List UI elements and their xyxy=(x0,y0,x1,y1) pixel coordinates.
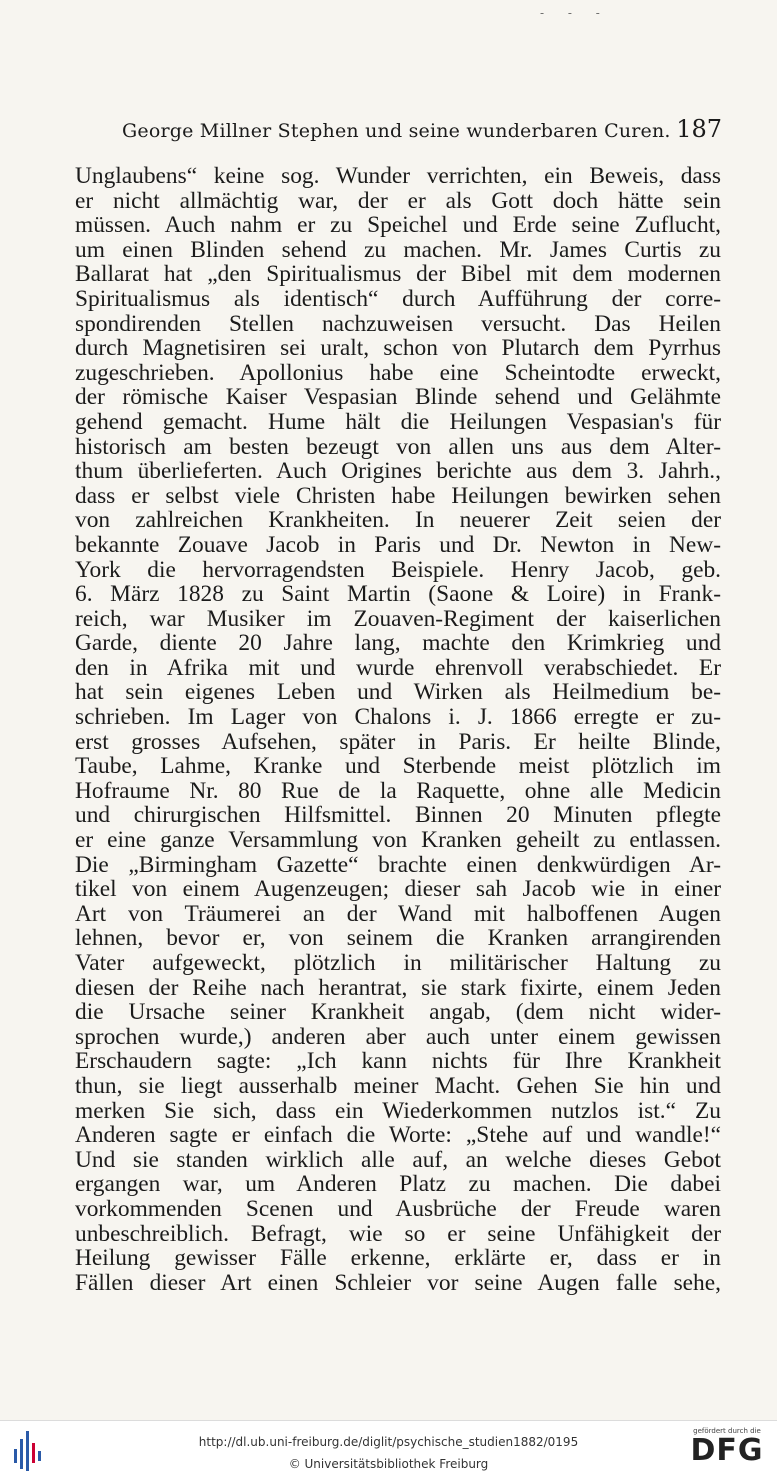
text-line: Garde, diente 20 Jahre lang, machte den Krimkrieg und xyxy=(75,631,721,656)
text-line: die Ursache seiner Krankheit angab, (dem nicht wider- xyxy=(75,1000,721,1025)
text-line: der römische Kaiser Vespasian Blinde sehend und Gelähmte xyxy=(75,385,721,410)
text-line: er nicht allmächtig war, der er als Gott doch hätte sein xyxy=(75,188,721,214)
text-line: ergangen war, um Anderen Platz zu machen. Die dabei xyxy=(75,1172,721,1197)
text-line: reich, war Musiker im Zouaven-Regiment der kaiserlichen xyxy=(75,606,721,632)
text-line: erst grosses Aufsehen, später in Paris. Er heilte Blinde, xyxy=(75,729,721,755)
text-line: zugeschrieben. Apollonius habe eine Scheintodte erweckt, xyxy=(75,360,721,386)
text-line: Die „Birmingham Gazette“ brachte einen denkwürdigen Ar- xyxy=(75,852,721,878)
text-line: vorkommenden Scenen und Ausbrüche der Freude waren xyxy=(75,1196,721,1222)
text-line: Hofraume Nr. 80 Rue de la Raquette, ohne alle Medicin xyxy=(75,778,721,804)
text-line: Art von Träumerei an der Wand mit halboffenen Augen xyxy=(75,901,721,927)
scan-marks: - - - xyxy=(540,6,610,20)
text-line: historisch am besten bezeugt von allen uns aus dem Alter- xyxy=(75,434,721,460)
text-line: durch Magnetisiren sei uralt, schon von Plutarch dem Pyrrhus xyxy=(75,336,721,361)
text-line: Anderen sagte er einfach die Worte: „Stehe auf und wandle!“ xyxy=(75,1123,721,1148)
text-line: merken Sie sich, dass ein Wiederkommen nutzlos ist.“ Zu xyxy=(75,1098,721,1124)
source-url[interactable]: http://dl.ub.uni-freiburg.de/diglit/psychische_studien1882/0195 xyxy=(198,1435,579,1449)
text-line: gehend gemacht. Hume hält die Heilungen Vespasian's für xyxy=(75,409,721,435)
text-line: sprochen wurde,) anderen aber auch unter einem gewissen xyxy=(75,1024,721,1050)
text-line: um einen Blinden sehend zu machen. Mr. James Curtis zu xyxy=(75,237,721,263)
text-line: Taube, Lahme, Kranke und Sterbende meist plötzlich im xyxy=(75,754,721,779)
page-number: 187 xyxy=(676,115,722,143)
text-line: unbeschreiblich. Befragt, wie so er seine Unfähigkeit der xyxy=(75,1221,721,1247)
text-line: Fällen dieser Art einen Schleier vor seine Augen falle sehe, xyxy=(75,1270,721,1296)
text-line: Ballarat hat „den Spiritualismus der Bibel mit dem modernen xyxy=(75,262,721,287)
text-line: spondirenden Stellen nachzuweisen versucht. Das Heilen xyxy=(75,311,721,337)
text-line: von zahlreichen Krankheiten. In neuerer Zeit seien der xyxy=(75,508,721,533)
text-line: Vater aufgeweckt, plötzlich in militärischer Haltung zu xyxy=(75,951,721,976)
text-line: schrieben. Im Lager von Chalons i. J. 1866 erregte er zu- xyxy=(75,705,721,730)
text-line: 6. März 1828 zu Saint Martin (Saone & Loire) in Frank- xyxy=(75,582,721,607)
text-line: diesen der Reihe nach herantrat, sie stark fixirte, einem Jeden xyxy=(75,975,721,1001)
copyright-notice: © Universitätsbibliothek Freiburg xyxy=(288,1457,489,1471)
text-line: tikel von einem Augenzeugen; dieser sah Jacob wie in einer xyxy=(75,877,721,902)
text-line: dass er selbst viele Christen habe Heilungen bewirken sehen xyxy=(75,483,721,509)
text-line: er eine ganze Versammlung von Kranken geheilt zu entlassen. xyxy=(75,828,721,853)
text-line: Spiritualismus als identisch“ durch Aufführung der corre- xyxy=(75,286,721,312)
text-line: müssen. Auch nahm er zu Speichel und Erde seine Zuflucht, xyxy=(75,213,721,238)
text-line: den in Afrika mit und wurde ehrenvoll verabschiedet. Er xyxy=(75,655,721,681)
footer-bar xyxy=(0,1420,777,1478)
text-line: Erschaudern sagte: „Ich kann nichts für Ihre Krankheit xyxy=(75,1049,721,1074)
text-line: hat sein eigenes Leben und Wirken als Heilmedium be- xyxy=(75,680,721,706)
text-line: und chirurgischen Hilfsmittel. Binnen 20 Minuten pflegte xyxy=(75,803,721,829)
text-line: thun, sie liegt ausserhalb meiner Macht. Gehen Sie hin und xyxy=(75,1073,721,1099)
dfg-logo-text: DFG xyxy=(690,1433,764,1468)
text-line: Heilung gewisser Fälle erkenne, erklärte er, dass er in xyxy=(75,1246,721,1271)
dfg-caption: gefördert durch die xyxy=(693,1427,761,1435)
body-text xyxy=(75,164,721,1295)
text-line: Und sie standen wirklich alle auf, an welche dieses Gebot xyxy=(75,1147,721,1173)
text-line: lehnen, bevor er, von seinem die Kranken arrangirenden xyxy=(75,926,721,951)
text-line: York die hervorragendsten Beispiele. Henry Jacob, geb. xyxy=(75,557,721,583)
page-header xyxy=(122,115,722,143)
text-line: thum überlieferten. Auch Origines berichte aus dem 3. Jahrh., xyxy=(75,459,721,484)
text-line: Unglaubens“ keine sog. Wunder verrichten, ein Beweis, dass xyxy=(75,164,721,189)
dfg-logo xyxy=(687,1427,767,1467)
text-line: bekannte Zouave Jacob in Paris und Dr. Newton in New- xyxy=(75,532,721,558)
running-head: George Millner Stephen und seine wunderbaren Curen. xyxy=(122,120,671,142)
